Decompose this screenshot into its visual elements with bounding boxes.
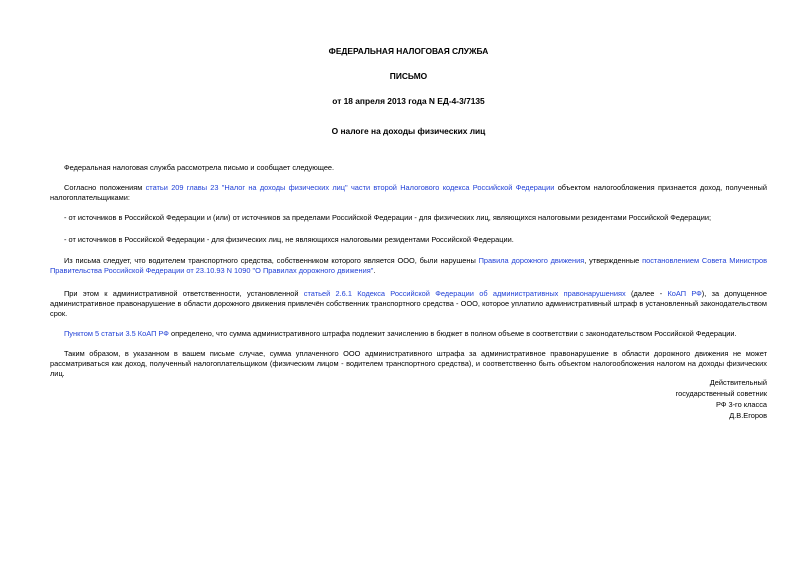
link-tax-code-article-209[interactable]: статьи 209 главы 23 "Налог на доходы физических лиц" части второй Налогового кодекса Российской Федерации xyxy=(145,183,555,192)
issuing-authority: ФЕДЕРАЛЬНАЯ НАЛОГОВАЯ СЛУЖБА xyxy=(328,46,489,56)
paragraph-violation xyxy=(50,256,767,276)
paragraph-fine-budget xyxy=(50,329,767,339)
signature-title-line: Действительный xyxy=(709,378,767,387)
signatory-name: Д.В.Егоров xyxy=(729,411,767,420)
document-type: ПИСЬМО xyxy=(389,71,428,81)
link-koap[interactable]: КоАП РФ xyxy=(667,289,702,298)
signature-title-line: РФ 3-го класса xyxy=(715,400,767,409)
paragraph-text: определено, что сумма административного штрафа подлежит зачислению в бюджет в полном объеме в соответствии с законодательством Российской Федерации. xyxy=(168,329,737,338)
paragraph-text: Из письма следует, что водителем транспортного средства, собственником которого является ООО, были нарушены xyxy=(64,256,479,265)
document-subject: О налоге на доходы физических лиц xyxy=(331,126,486,136)
document-date-number: от 18 апреля 2013 года N ЕД-4-3/7135 xyxy=(332,96,485,106)
list-item-nonresidents: - от источников в Российской Федерации - для физических лиц, не являющихся налоговыми резидентами Российской Федерации. xyxy=(64,235,514,244)
link-traffic-rules[interactable]: Правила дорожного движения xyxy=(478,256,585,265)
list-item-residents: - от источников в Российской Федерации и (или) от источников за пределами Российской Федерации - для физических лиц, являющихся налоговыми резидентами Российской Федерации; xyxy=(64,213,712,222)
link-government-decree-1090[interactable]: постановлением Совета Министров Правительства Российской Федерации от 23.10.93 N 1090 "О Правилах дорожного движения" xyxy=(50,256,768,275)
signature-title-line: государственный советник xyxy=(675,389,767,398)
link-koap-article-3-5[interactable]: Пунктом 5 статьи 3.5 КоАП РФ xyxy=(64,329,169,338)
paragraph-text: (далее - xyxy=(625,289,668,298)
paragraph-text: . xyxy=(373,266,376,275)
paragraph-text: , утвержденные xyxy=(584,256,643,265)
paragraph-legal-basis xyxy=(50,183,767,203)
paragraph-liability xyxy=(50,289,767,319)
paragraph-text: объектом налогообложения признается доход, полученный налогоплательщиками: xyxy=(50,183,767,202)
paragraph-text: Согласно положениям xyxy=(64,183,146,192)
paragraph-intro: Федеральная налоговая служба рассмотрела письмо и сообщает следующее. xyxy=(64,163,335,172)
signature-block xyxy=(676,377,767,421)
paragraph-text: При этом к административной ответственности, установленной xyxy=(64,289,304,298)
link-koap-article-2-6-1[interactable]: статьей 2.6.1 Кодекса Российской Федерации об административных правонарушениях xyxy=(303,289,626,298)
paragraph-conclusion: Таким образом, в указанном в вашем письме случае, сумма уплаченного ООО административного штрафа за административное правонарушение в области дорожного движения не может рассматриваться как доход, полученный налогоплательщиком (физическим лицом - водителем транспортного средства), и соответственно быть объектом налогообложения налогом на доходы физических лиц. xyxy=(50,349,767,378)
paragraph-text: ), за допущенное административное правонарушение в области дорожного движения привлечён собственник транспортного средства - ООО, которое уплатило административный штраф в установленный законодательством срок. xyxy=(50,289,768,318)
